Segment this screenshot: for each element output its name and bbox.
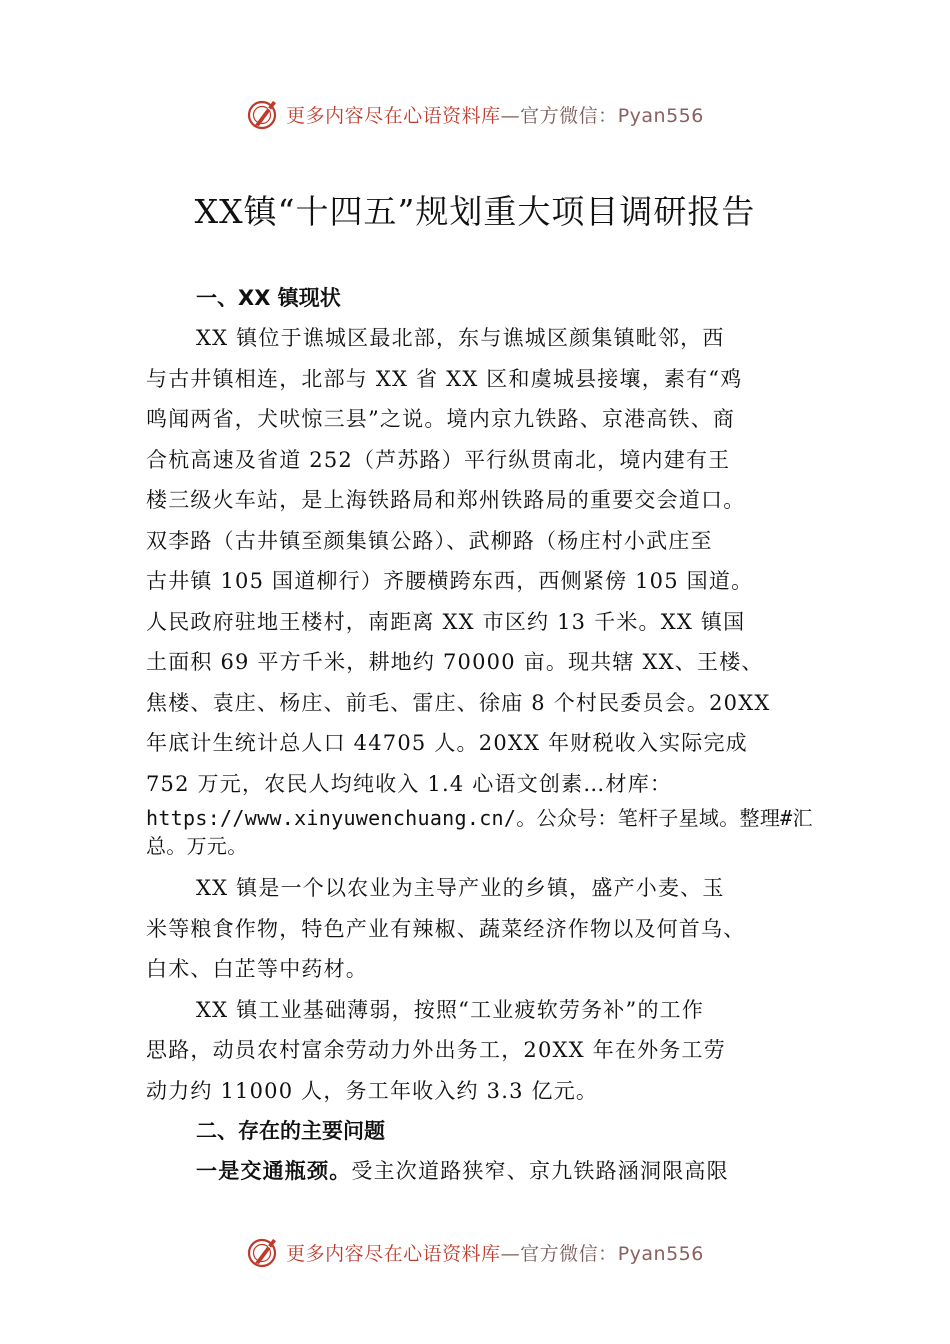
text-line: 人民政府驻地王楼村，南距离 XX 市区约 13 千米。XX 镇国 (146, 609, 746, 634)
paragraph-industry (146, 990, 812, 1112)
document-title: XX镇“十四五”规划重大项目调研报告 (194, 192, 756, 231)
text-line: XX 镇工业基础薄弱，按照“工业疲软劳务补”的工作 (196, 997, 705, 1022)
text-line: 白术、白芷等中药材。 (146, 957, 368, 981)
text-line: 鸣闻两省，犬吠惊三县”之说。境内京九铁路、京港高铁、商 (146, 407, 736, 431)
watermark-account: Pyan556 (617, 1242, 704, 1265)
text-line: 双李路（古井镇至颜集镇公路）、武柳路（杨庄村小武庄至 (146, 528, 713, 553)
text-line: XX 镇是一个以农业为主导产业的乡镇，盛产小麦、玉 (196, 876, 725, 900)
text-line: 米等粮食作物，特色产业有辣椒、蔬菜经济作物以及何首乌、 (146, 916, 746, 941)
watermark-main-text: 更多内容尽在心语资料库 (286, 1242, 501, 1265)
watermark-banner-top (0, 94, 950, 134)
document-body (146, 278, 812, 1192)
watermark-account: Pyan556 (617, 104, 704, 127)
watermark-main-text: 更多内容尽在心语资料库 (286, 104, 501, 127)
text-line: 土面积 69 平方千米，耕地约 70000 亩。现共辖 XX、王楼、 (146, 650, 764, 674)
watermark-label: 官方微信： (520, 104, 618, 127)
paragraph-note: https://www.xinyuwenchuang.cn/。公众号：笔杆子星域。整理#汇总。万元。 (146, 806, 813, 858)
lead-phrase: 一是交通瓶颈。 (196, 1159, 352, 1183)
text-line: 楼三级火车站，是上海铁路局和郑州铁路局的重要交会道口。 (146, 488, 746, 512)
watermark-separator: — (500, 1242, 521, 1265)
text-line: 752 万元，农民人均纯收入 1.4 心语文创素…材库： (146, 771, 673, 796)
section-heading-2: 二、存在的主要问题 (196, 1119, 385, 1143)
watermark-banner-bottom (0, 1232, 950, 1272)
text-line: 古井镇 105 国道柳行）齐腰横跨东西，西侧紧傍 105 国道。 (146, 569, 754, 593)
paragraph-agriculture (146, 868, 812, 990)
text-line: 年底计生统计总人口 44705 人。20XX 年财税收入实际完成 (146, 731, 748, 755)
text-line: 与古井镇相连，北部与 XX 省 XX 区和虞城县接壤，素有“鸡 (146, 366, 743, 391)
watermark-separator: — (500, 104, 521, 127)
text-line: 合杭高速及省道 252（芦苏路）平行纵贯南北，境内建有王 (146, 447, 731, 472)
quill-logo-icon (246, 97, 280, 131)
text-line: XX 镇位于谯城区最北部，东与谯城区颜集镇毗邻，西 (196, 326, 725, 350)
paragraph-problem-1 (146, 1151, 812, 1192)
text-line: 动力约 11000 人，务工年收入约 3.3 亿元。 (146, 1078, 599, 1103)
paragraph-status (146, 318, 812, 804)
text-line: 受主次道路狭窄、京九铁路涵洞限高限 (351, 1159, 729, 1183)
text-line: 焦楼、袁庄、杨庄、前毛、雷庄、徐庙 8 个村民委员会。20XX (146, 690, 771, 715)
text-line: 思路，动员农村富余劳动力外出务工，20XX 年在外务工劳 (146, 1038, 726, 1062)
section-heading-1: 一、XX 镇现状 (196, 286, 341, 310)
watermark-label: 官方微信： (520, 1242, 618, 1265)
quill-logo-icon (246, 1235, 280, 1269)
